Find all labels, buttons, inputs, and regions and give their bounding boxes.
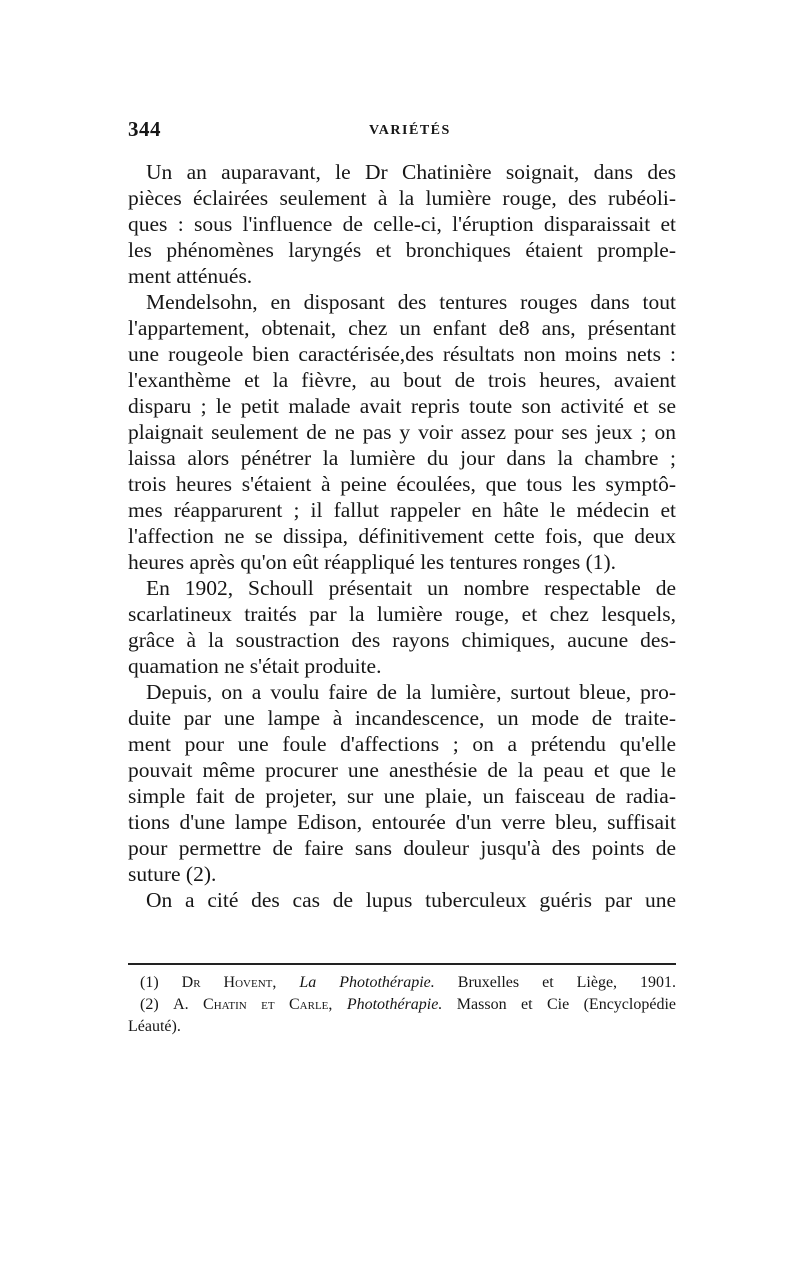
text-line: ques : sous l'influence de celle-ci, l'éruption disparaissait et [128,212,676,236]
text-line: une rougeole bien caractérisée,des résultats non moins nets : [128,342,676,366]
footnote-title: Photothérapie. [346,996,443,1013]
text-line: mes réapparurent ; il fallut rappeler en hâte le médecin et [128,498,676,522]
text-line: trois heures s'étaient à peine écoulées, que tous les symptô- [128,472,676,496]
text-line: disparu ; le petit malade avait repris toute son activité et se [128,394,676,418]
text-line: suture (2). [128,862,217,886]
text-line: On a cité des cas de lupus tuberculeux guéris par une [146,888,676,912]
text-line: Un an auparavant, le Dr Chatinière soignait, dans des [146,160,676,184]
page-number: 344 [128,117,161,141]
text-line: grâce à la soustraction des rayons chimiques, aucune des- [128,628,676,652]
footnote-1 [140,973,676,993]
footnote-publisher: Masson et Cie (Encyclopédie [456,996,676,1013]
text-line: laissa alors pénétrer la lumière du jour dans la chambre ; [128,446,676,470]
text-line: l'exanthème et la fièvre, au bout de trois heures, avaient [128,368,676,392]
text-line: pièces éclairées seulement à la lumière rouge, des rubéoli- [128,186,676,210]
footnote-mark: (2) [140,996,159,1013]
footnote-mark: (1) [140,974,159,991]
text-line: l'appartement, obtenait, chez un enfant de8 ans, présentant [128,316,676,340]
footnote-author: A. Chatin et Carle, [173,996,333,1013]
footnote-2-continuation: Léauté). [128,1018,181,1035]
text-line: Depuis, on a voulu faire de la lumière, surtout bleue, pro- [146,680,676,704]
text-line: pour permettre de faire sans douleur jusqu'à des points de [128,836,676,860]
page-header [128,117,676,147]
footnote-author: Dr Hovent, [181,974,277,991]
text-line: quamation ne s'était produite. [128,654,382,678]
footnote-title: La Photothérapie. [299,974,435,991]
text-line: tions d'une lampe Edison, entourée d'un verre bleu, suffisait [128,810,676,834]
text-line: En 1902, Schoull présentait un nombre respectable de [146,576,676,600]
text-line: pouvait même procurer une anesthésie de la peau et que le [128,758,676,782]
running-head: VARIÉTÉS [369,123,451,138]
text-line: l'affection ne se dissipa, définitivement cette fois, que deux [128,524,676,548]
text-line: heures après qu'on eût réappliqué les tentures ronges (1). [128,550,617,574]
text-line: scarlatineux traités par la lumière rouge, et chez lesquels, [128,602,676,626]
text-line: duite par une lampe à incandescence, un mode de traite- [128,706,676,730]
text-line: plaignait seulement de ne pas y voir assez pour ses jeux ; on [128,420,676,444]
footnote-rule [128,963,676,965]
text-line: Mendelsohn, en disposant des tentures rouges dans tout [146,290,676,314]
text-line: ment pour une foule d'affections ; on a prétendu qu'elle [128,732,676,756]
text-line: les phénomènes laryngés et bronchiques étaient promple- [128,238,676,262]
footnote-2 [140,995,676,1015]
text-line: ment atténués. [128,264,253,288]
footnote-publisher: Bruxelles et Liège, 1901. [457,974,677,991]
text-line: simple fait de projeter, sur une plaie, un faisceau de radia- [128,784,676,808]
